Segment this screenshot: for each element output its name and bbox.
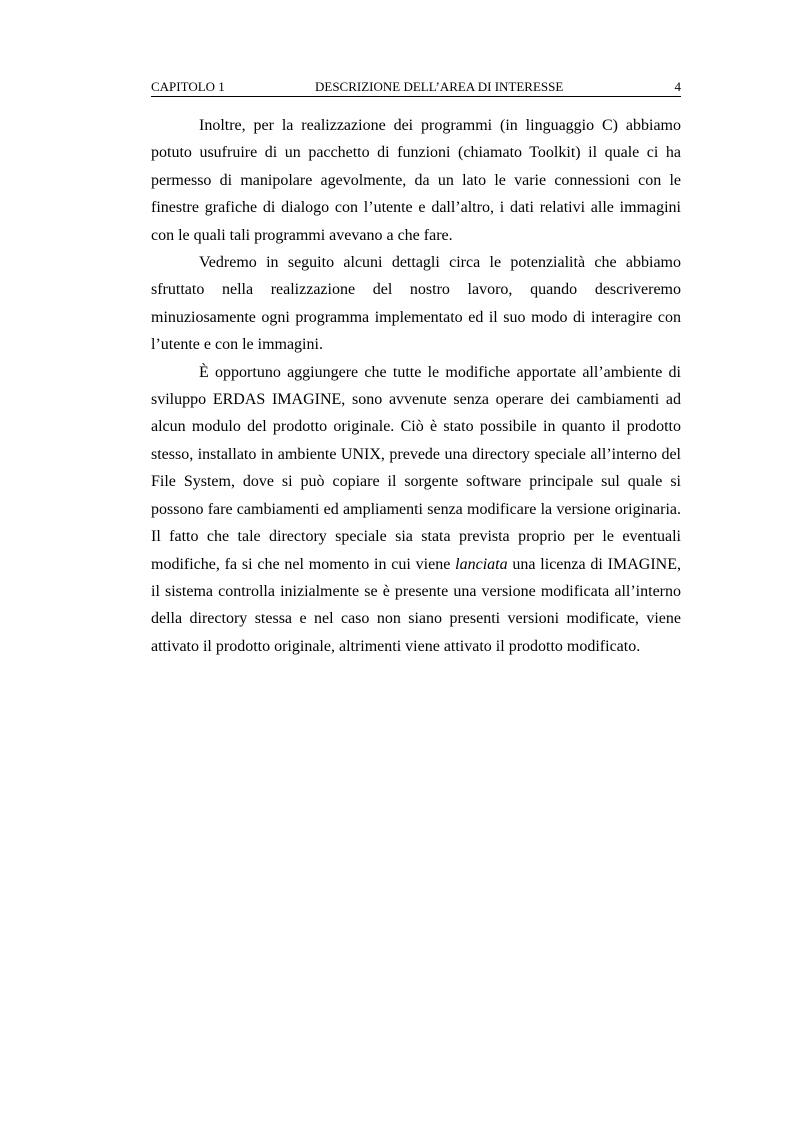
- paragraph-3-text-end: una licenza di IMAGINE, il sistema controlla inizialmente se è presente una versione modificata all’interno della directory stessa e nel caso non siano presenti versioni modificate, viene attivato il prodotto originale, altrimenti viene attivato il prodotto modificato.: [151, 555, 682, 655]
- chapter-title: DESCRIZIONE DELL’AREA DI INTERESSE: [315, 79, 564, 94]
- page-number: 4: [674, 79, 681, 94]
- paragraph-3: [151, 359, 681, 660]
- paragraph-2: Vedremo in seguito alcuni dettagli circa le potenzialità che abbiamo sfruttato nella realizzazione del nostro lavoro, quando descriveremo minuziosamente ogni programma implementato ed il suo modo di interagire con l’utente e con le immagini.: [151, 254, 681, 354]
- page-header: [151, 80, 681, 97]
- paragraph-3-text-start: È opportuno aggiungere che tutte le modifiche apportate all’ambiente di sviluppo ERDAS IMAGINE, sono avvenute senza operare dei cambiamenti ad alcun modulo del prodotto originale. Ciò è stato possibile in quanto il prodotto stesso, installato in ambiente UNIX, prevede una directory speciale all’interno del File System, dove si può copiare il sorgente software principale sul quale si possono fare cambiamenti ed ampliamenti senza modificare la versione originaria. Il fatto che tale directory speciale sia stata prevista proprio per le eventuali modifiche, fa si che nel momento in cui viene: [151, 363, 681, 573]
- body-text: [151, 112, 681, 660]
- paragraph-1: Inoltre, per la realizzazione dei programmi (in linguaggio C) abbiamo potuto usufruire di un pacchetto di funzioni (chiamato Toolkit) il quale ci ha permesso di manipolare agevolmente, da un lato le varie connessioni con le finestre grafiche di dialogo con l’utente e dall’altro, i dati relativi alle immagini con le quali tali programmi avevano a che fare.: [151, 117, 681, 244]
- chapter-label: CAPITOLO 1: [151, 79, 225, 94]
- italic-term: lanciata: [455, 555, 508, 573]
